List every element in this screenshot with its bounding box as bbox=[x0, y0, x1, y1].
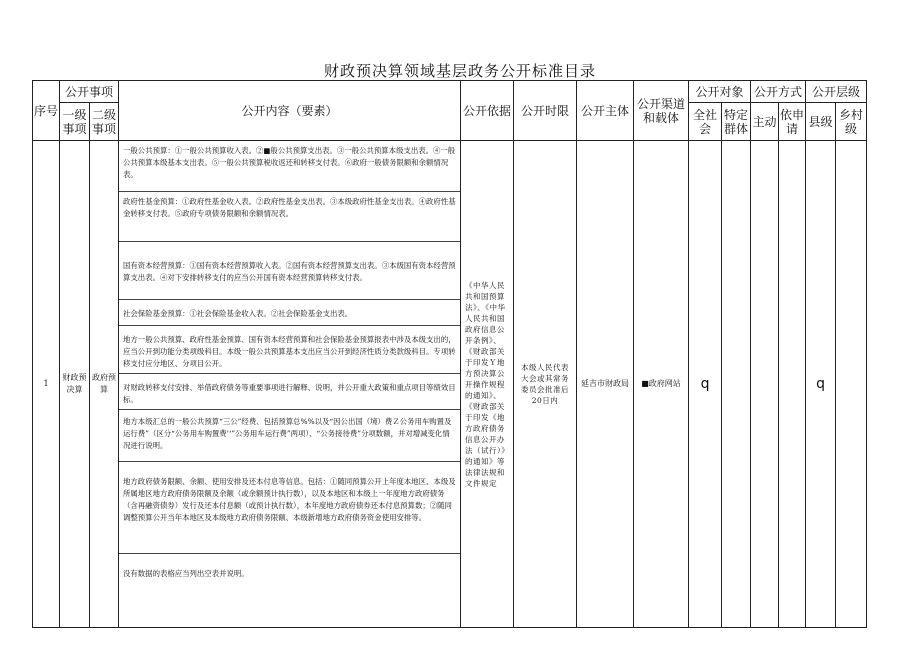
header-content: 公开内容（要素） bbox=[119, 81, 461, 141]
catalog-table bbox=[32, 80, 867, 628]
header-level-county: 县级 bbox=[806, 103, 836, 141]
header-method: 公开方式 bbox=[751, 81, 806, 103]
row-target-all-mark: q bbox=[689, 141, 722, 628]
header-seq: 序号 bbox=[33, 81, 60, 141]
header-target-all: 全社会 bbox=[689, 103, 722, 141]
content-item: 对财政转移支付安排、举借政府债务等重要事项进行解释、说明，并公开重大政策和重点项目等绩效目标。 bbox=[119, 374, 460, 410]
row-level2: 政府预算 bbox=[90, 141, 119, 628]
row-content bbox=[119, 141, 461, 628]
header-method-active: 主动 bbox=[751, 103, 779, 141]
header-items: 公开事项 bbox=[60, 81, 119, 103]
header-level: 公开层级 bbox=[806, 81, 867, 103]
row-method-apply-mark bbox=[779, 141, 806, 628]
content-item: 国有资本经营预算：①国有资本经营预算收入表。②国有资本经营预算支出表。③本级国有资本经营预算支出表。④对下安排转移支付的应当公开国有资本经营预算转移支付表。 bbox=[119, 242, 460, 300]
content-item: 地方一般公共预算、政府性基金预算、国有资本经营预算和社会保险基金预算报表中涉及本级支出的，应当公开到功能分类项级科目。本级一般公共预算基本支出应当公开到经济性质分类款级科目。专项转移支付应分地区、分项目公开。 bbox=[119, 326, 460, 374]
content-item: 地方政府债务限额、余额、使用安排及还本付息等信息。包括：①随同预算公开上年度本地区、本级及所属地区地方政府债务限额及余额（或余额预计执行数），以及本地区和本级上一年度地方政府债务（含再融资债券）发行及还本付息额（或预计执行数），本年度地方政府债券还本付息预算数；②随同调整预算公开当年本地区及本级地方政府债务限额、本级新增地方政府债务资金使用安排等。 bbox=[119, 462, 460, 554]
header-subject: 公开主体 bbox=[577, 81, 634, 141]
row-method-active-mark bbox=[751, 141, 779, 628]
row-target-specific-mark bbox=[722, 141, 751, 628]
header-basis: 公开依据 bbox=[461, 81, 514, 141]
row-level1: 财政预决算 bbox=[60, 141, 90, 628]
header-level2: 二级事项 bbox=[90, 103, 119, 141]
row-seq: 1 bbox=[33, 141, 60, 628]
row-level-county-mark: q bbox=[806, 141, 836, 628]
row-basis: 《中华人民共和国预算法》、《中华人民共和国政府信息公开条例》、《财政部关于印发Ｙ地方预决算公开操作规程的通知》、《财政部关于印发《地方政府债务信息公开办法（试行）》的通知》等法律法规和文件规定 bbox=[461, 141, 514, 628]
content-item: 没有数据的表格应当列出空表并说明。 bbox=[123, 569, 249, 578]
header-target-specific: 特定群体 bbox=[722, 103, 751, 141]
header-time: 公开时限 bbox=[514, 81, 577, 141]
header-method-apply: 依申请 bbox=[779, 103, 806, 141]
row-channel: ■政府网站 bbox=[634, 141, 689, 628]
header-channel: 公开渠道和载体 bbox=[634, 81, 689, 141]
header-target: 公开对象 bbox=[689, 81, 751, 103]
content-item: 一般公共预算：①一般公共预算收入表。②■般公共预算支出表。③一般公共预算本级支出表。④一般公共预算本级基本支出表。⑤一般公共预算税收返还和转移支付表。⑥政府一般债务限额和余额情况表。 bbox=[119, 141, 460, 192]
header-level-town: 乡村级 bbox=[836, 103, 867, 141]
content-item: 社会保险基金预算：①社会保险基金收入表。②社会保险基金支出表。 bbox=[119, 300, 460, 326]
header-level1: 一级事项 bbox=[60, 103, 90, 141]
row-subject: 延吉市财政局 bbox=[577, 141, 634, 628]
row-level-town-mark bbox=[836, 141, 867, 628]
content-item: 政府性基金预算：①政府性基金收入表。②政府性基金支出表。③本级政府性基金支出表。④政府性基金转移支付表。⑤政府专项债务限额和余额情况表。 bbox=[119, 192, 460, 242]
content-item: 地方本级汇总的一般公共预算“三公”经费、包括预算总%%以及“因公出国（境）费Ｚ公务用车购置及运行费”（区分“公务用车购置费’‘”公务用车运行费”两项）、“公务接待费”分项数额，并对增减变化情况进行说明。 bbox=[119, 410, 460, 462]
page-title: 财政预决算领域基层政务公开标准目录 bbox=[323, 62, 596, 80]
row-time: 本级人民代表大会或其常务委员会批准后20日内 bbox=[514, 141, 577, 628]
